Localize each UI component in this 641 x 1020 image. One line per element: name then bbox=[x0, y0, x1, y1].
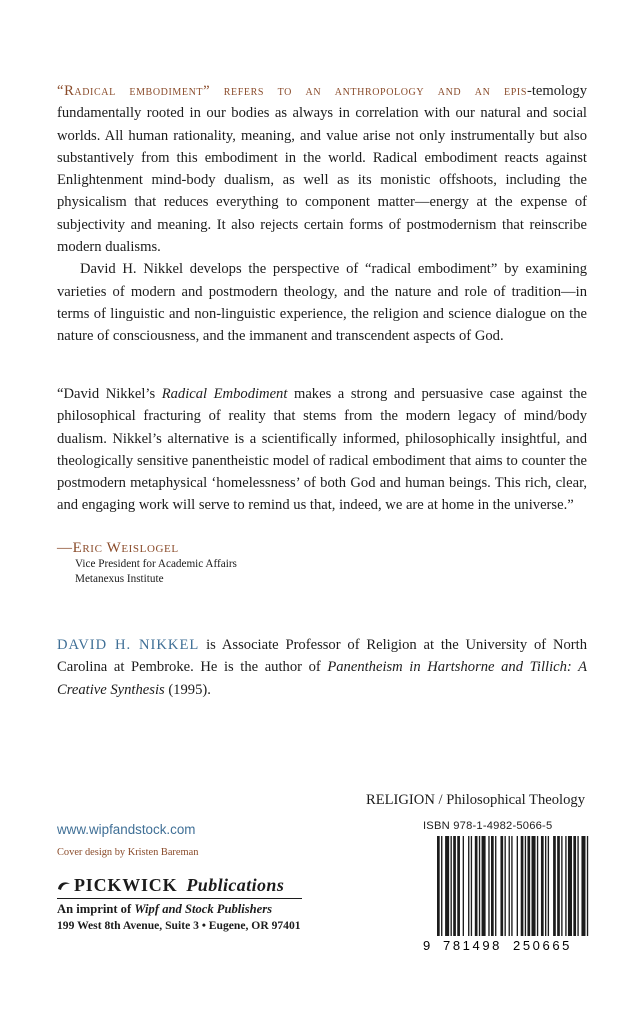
barcode-bar bbox=[553, 836, 556, 936]
barcode-bar bbox=[577, 836, 578, 936]
blurb-paragraph-1-text: temology fundamentally rooted in our bodies as always in correlation with our natural and social worlds. All human rationality, meaning, and value arise not only instrumentally but also substantively from this embodiment in the world. Radical embodiment reacts against Enlightenment mind-body dualism, as well as its monistic offshoots, including the physicalism that reduces everything to component matter—energy at the expense of subjectivity and meaning. It also rejects certain forms of postmodernism that reinscribe modern dualisms. bbox=[57, 83, 587, 256]
endorser-name: —Eric Weislogel bbox=[57, 540, 179, 556]
barcode-digits-right: 250665 bbox=[513, 938, 572, 953]
barcode-bar bbox=[471, 836, 472, 936]
author-name: DAVID H. NIKKEL bbox=[57, 637, 200, 653]
endorser-institution: Metanexus Institute bbox=[75, 572, 164, 585]
barcode-bar bbox=[565, 836, 566, 936]
barcode-bar bbox=[491, 836, 494, 936]
barcode-bar bbox=[541, 836, 544, 936]
publisher-logo-ital: Publications bbox=[186, 875, 285, 895]
barcode-bar bbox=[537, 836, 538, 936]
barcode-bar bbox=[437, 836, 440, 936]
barcode-digit-lead: 9 bbox=[423, 938, 431, 953]
barcode-bar bbox=[457, 836, 460, 936]
imprint-name: Wipf and Stock Publishers bbox=[134, 902, 273, 916]
barcode-bar bbox=[561, 836, 562, 936]
barcode-bar bbox=[468, 836, 469, 936]
endorsement-quote bbox=[57, 383, 587, 517]
publisher-logo bbox=[57, 875, 307, 896]
endorser-signature bbox=[57, 540, 237, 586]
barcode bbox=[421, 836, 593, 954]
barcode-bar bbox=[509, 836, 510, 936]
barcode-bar bbox=[511, 836, 512, 936]
barcode-bar bbox=[521, 836, 524, 936]
barcode-bar bbox=[482, 836, 486, 936]
barcode-bar bbox=[463, 836, 464, 936]
blurb-paragraph-1: “Radical embodiment” refers to an anthropology and an epis-temology fundamentally rooted in our bodies as always in correlation with our natural and social worlds. All human rationality, meaning, and value arise not only instrumentally but also substantively from this embodiment in the world. Radical embodiment reacts against Enlightenment mind-body dualism, as well as its monistic offshoots, including the physicalism that reduces everything to component matter—energy at the expense of subjectivity and meaning. It also rejects certain forms of postmodernism that reinscribe modern dualisms. bbox=[57, 83, 587, 256]
barcode-bar bbox=[557, 836, 560, 936]
barcode-bar bbox=[495, 836, 496, 936]
barcode-bar bbox=[453, 836, 456, 936]
barcode-bar bbox=[527, 836, 530, 936]
publisher-divider bbox=[57, 898, 302, 899]
quote-book-title: Radical Embodiment bbox=[161, 386, 288, 402]
barcode-bar bbox=[441, 836, 442, 936]
barcode-bar bbox=[568, 836, 572, 936]
publisher-website-link[interactable]: www.wipfandstock.com bbox=[57, 822, 196, 837]
isbn-barcode-block bbox=[421, 820, 593, 954]
barcode-bar bbox=[581, 836, 585, 936]
barcode-bar bbox=[500, 836, 503, 936]
barcode-bar bbox=[445, 836, 449, 936]
barcode-bar bbox=[517, 836, 518, 936]
pickwick-swirl-icon bbox=[57, 880, 71, 892]
publisher-address: 199 West 8th Avenue, Suite 3 • Eugene, OR 97401 bbox=[57, 919, 301, 932]
barcode-bar bbox=[587, 836, 588, 936]
blurb-paragraph-2: David H. Nikkel develops the perspective of “radical embodiment” by examining varieties of modern and postmodern theology, and the nature and role of tradition—in terms of linguistic and non-linguistic experience, the religion and science dialogue on the nature of consciousness, and the immanent and transcendent aspects of God. bbox=[57, 261, 587, 345]
publisher-imprint bbox=[57, 901, 307, 918]
barcode-bar bbox=[488, 836, 489, 936]
blurb-lead-caps: “Radical embodiment” refers to an anthropology and an epis bbox=[57, 83, 527, 99]
barcode-bar bbox=[548, 836, 549, 936]
publisher-logo-word: PICKWICK bbox=[74, 875, 178, 895]
author-bio-text-2: (1995). bbox=[164, 681, 211, 698]
barcode-bar bbox=[532, 836, 536, 936]
author-bio-text-1: is Associate Professor of Religion at the University of North Carolina at Pembroke. He is the author of bbox=[57, 637, 587, 676]
barcode-bar bbox=[525, 836, 526, 936]
barcode-bar bbox=[451, 836, 452, 936]
barcode-bar bbox=[545, 836, 546, 936]
endorser-title: Vice President for Academic Affairs bbox=[75, 558, 237, 570]
subject-category: RELIGION / Philosophical Theology bbox=[365, 792, 585, 808]
barcode-bar bbox=[505, 836, 506, 936]
barcode-bar bbox=[479, 836, 480, 936]
cover-design-credit: Cover design by Kristen Bareman bbox=[57, 847, 199, 858]
imprint-prefix: An imprint of bbox=[57, 902, 135, 916]
author-bio bbox=[57, 634, 587, 701]
back-cover-blurb bbox=[57, 80, 587, 348]
barcode-bar bbox=[475, 836, 478, 936]
isbn-label: ISBN 978-1-4982-5066-5 bbox=[423, 820, 553, 832]
publisher-block bbox=[57, 875, 307, 933]
quote-open: “David Nikkel’s bbox=[57, 386, 162, 402]
author-book-title: Panentheism in Hartshorne and Tillich: A Creative Synthesis bbox=[57, 659, 588, 698]
quote-text: makes a strong and persuasive case against the philosophical fracturing of reality that stems from the modern legacy of mind/body dualism. Nikkel’s alternative is a scientifically informed, philosophically insightful, and theologically sensitive panentheistic model of radical embodiment that aims to counter the postmodern metaphysical ‘homelessness’ of both God and human beings. This rich, clear, and engaging work will serve to remind us that, indeed, we are at home in the universe.” bbox=[57, 386, 587, 514]
barcode-bar bbox=[573, 836, 576, 936]
barcode-digits-left: 781498 bbox=[443, 938, 502, 953]
